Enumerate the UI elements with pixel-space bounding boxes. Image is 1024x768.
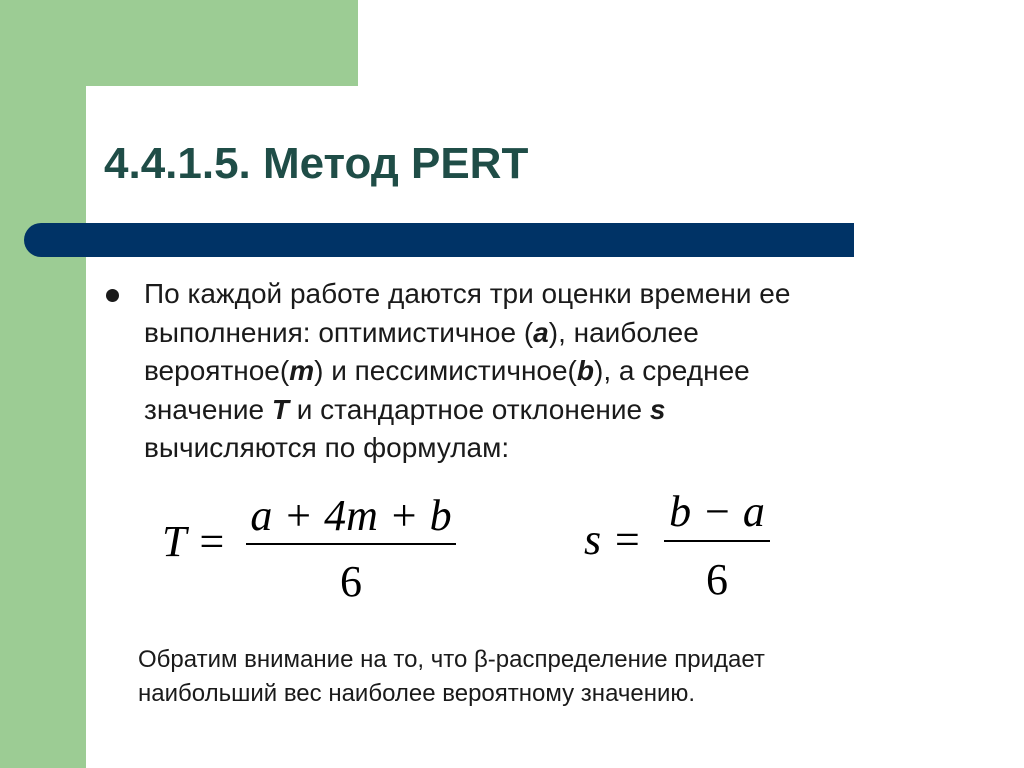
bullet-icon: [106, 289, 119, 302]
bullet-paragraph: [144, 275, 974, 468]
text-fragment: и стандартное отклонение: [288, 393, 650, 425]
text-fragment: ), а среднее: [594, 355, 750, 386]
variable-m: m: [289, 355, 315, 386]
text-fragment: ), наиболее: [548, 316, 699, 348]
formula-std-dev-lhs: s =: [584, 515, 642, 564]
formula-mean-denominator: 6: [340, 557, 362, 606]
text-fragment: вероятное(: [144, 355, 290, 386]
slide-title: 4.4.1.5. Метод PERT: [104, 139, 529, 188]
note-line-1: Обратим внимание на то, что β-распределение придает: [138, 646, 765, 673]
formula-mean-lhs: T =: [162, 517, 227, 566]
bullet-line-3: [144, 352, 974, 391]
green-top-band: [0, 0, 358, 86]
formula-mean-numerator: a + 4m + b: [250, 491, 452, 540]
bullet-line-2: [144, 314, 974, 353]
bullet-line-1: По каждой работе даются три оценки времени ее: [144, 278, 791, 309]
bullet-line-5: вычисляются по формулам:: [144, 432, 510, 463]
text-fragment: выполнения: оптимистичное (: [144, 316, 534, 348]
title-underline-bar: [24, 223, 854, 257]
formula-std-dev-denominator: 6: [706, 555, 728, 604]
bullet-line-4: [144, 391, 974, 430]
text-fragment: ) и пессимистичное(: [314, 355, 577, 386]
note-line-2: наибольший вес наиболее вероятному значению.: [138, 680, 696, 707]
variable-T: T: [271, 393, 289, 425]
variable-b: b: [576, 355, 594, 386]
formula-std-dev-numerator: b − a: [669, 487, 765, 536]
green-side-band: [0, 0, 86, 768]
text-fragment: значение: [144, 393, 272, 425]
formula-std-dev-fraction-line: [664, 540, 770, 542]
formula-mean-fraction-line: [246, 543, 456, 545]
variable-s: s: [649, 393, 666, 425]
variable-a: a: [533, 316, 549, 348]
note-paragraph: [138, 643, 938, 711]
